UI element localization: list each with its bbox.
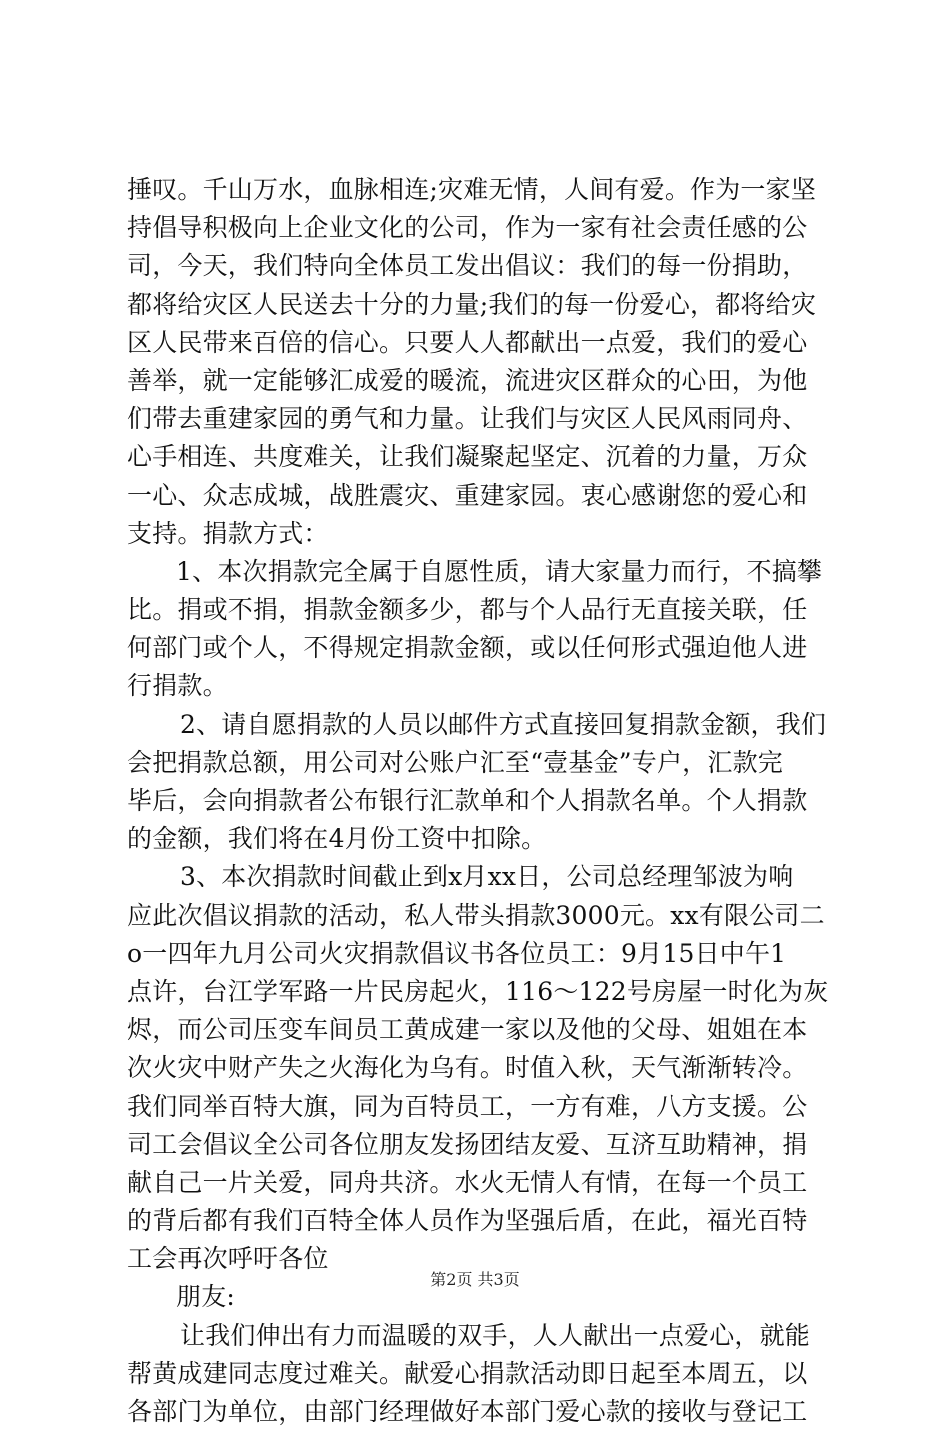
paragraph-start-line: 1、本次捐款完全属于自愿性质，请大家量力而行，不搞攀 bbox=[176, 556, 823, 586]
text-line: o一四年九月公司火灾捐款倡议书各位员工：9月15日中午1 bbox=[127, 938, 787, 968]
text-line: 献自己一片关爱，同舟共济。水火无情人有情，在每一个员工 bbox=[127, 1167, 808, 1197]
text-line: 的金额，我们将在4月份工资中扣除。 bbox=[127, 824, 547, 854]
text-line: 比。捐或不捐，捐款金额多少，都与个人品行无直接关联，任 bbox=[127, 595, 808, 625]
paragraph-start-line: 3、本次捐款时间截止到x月xx日，公司总经理邹波为响 bbox=[180, 862, 794, 892]
text-line: 都将给灾区人民送去十分的力量;我们的每一份爱心，都将给灾 bbox=[127, 289, 817, 319]
text-line: 点许，台江学军路一片民房起火，116～122号房屋一时化为灰 bbox=[127, 976, 829, 1006]
text-line: 一心、众志成城，战胜震灾、重建家园。衷心感谢您的爱心和 bbox=[127, 480, 808, 510]
text-line: 支持。捐款方式： bbox=[127, 518, 329, 548]
text-line: 持倡导积极向上企业文化的公司，作为一家有社会责任感的公 bbox=[127, 213, 808, 243]
text-line: 各部门为单位，由部门经理做好本部门爱心款的接收与登记工 bbox=[127, 1397, 808, 1426]
text-line: 司，今天，我们特向全体员工发出倡议：我们的每一份捐助， bbox=[127, 251, 808, 281]
text-line: 们带去重建家园的勇气和力量。让我们与灾区人民风雨同舟、 bbox=[127, 404, 808, 434]
text-line: 应此次倡议捐款的活动，私人带头捐款3000元。xx有限公司二 bbox=[127, 900, 825, 930]
text-line: 工会再次呼吁各位 bbox=[127, 1244, 329, 1274]
text-line: 善举，就一定能够汇成爱的暖流，流进灾区群众的心田，为他 bbox=[127, 365, 808, 395]
page-number-footer: 第2页 共3页 bbox=[430, 1270, 520, 1289]
text-line: 烬，而公司压变车间员工黄成建一家以及他的父母、姐姐在本 bbox=[127, 1015, 808, 1045]
text-line: 毕后，会向捐款者公布银行汇款单和个人捐款名单。个人捐款 bbox=[127, 786, 808, 815]
text-line: 的背后都有我们百特全体人员作为坚强后盾，在此，福光百特 bbox=[127, 1206, 808, 1236]
text-line: 会把捐款总额，用公司对公账户汇至“壹基金”专户，汇款完 bbox=[127, 747, 783, 777]
paragraph-start-line: 让我们伸出有力而温暖的双手，人人献出一点爱心，就能 bbox=[180, 1320, 811, 1350]
document-body bbox=[127, 171, 833, 1431]
text-line: 司工会倡议全公司各位朋友发扬团结友爱、互济互助精神，捐 bbox=[127, 1129, 808, 1159]
text-line: 捶叹。千山万水，血脉相连;灾难无情，人间有爱。作为一家坚 bbox=[127, 175, 817, 204]
text-line: 帮黄成建同志度过难关。献爱心捐款活动即日起至本周五，以 bbox=[127, 1358, 808, 1388]
text-line: 行捐款。 bbox=[127, 671, 228, 701]
text-line: 次火灾中财产失之火海化为乌有。时值入秋，天气渐渐转冷。 bbox=[127, 1053, 808, 1083]
text-line: 我们同举百特大旗，同为百特员工，一方有难，八方支援。公 bbox=[127, 1091, 808, 1121]
paragraph-start-line: 朋友: bbox=[176, 1282, 236, 1312]
text-line: 区人民带来百倍的信心。只要人人都献出一点爱，我们的爱心 bbox=[127, 327, 808, 357]
text-line: 何部门或个人，不得规定捐款金额，或以任何形式强迫他人进 bbox=[127, 633, 808, 663]
text-line: 心手相连、共度难关，让我们凝聚起坚定、沉着的力量，万众 bbox=[127, 442, 808, 472]
paragraph-start-line: 2、请自愿捐款的人员以邮件方式直接回复捐款金额，我们 bbox=[180, 709, 827, 739]
